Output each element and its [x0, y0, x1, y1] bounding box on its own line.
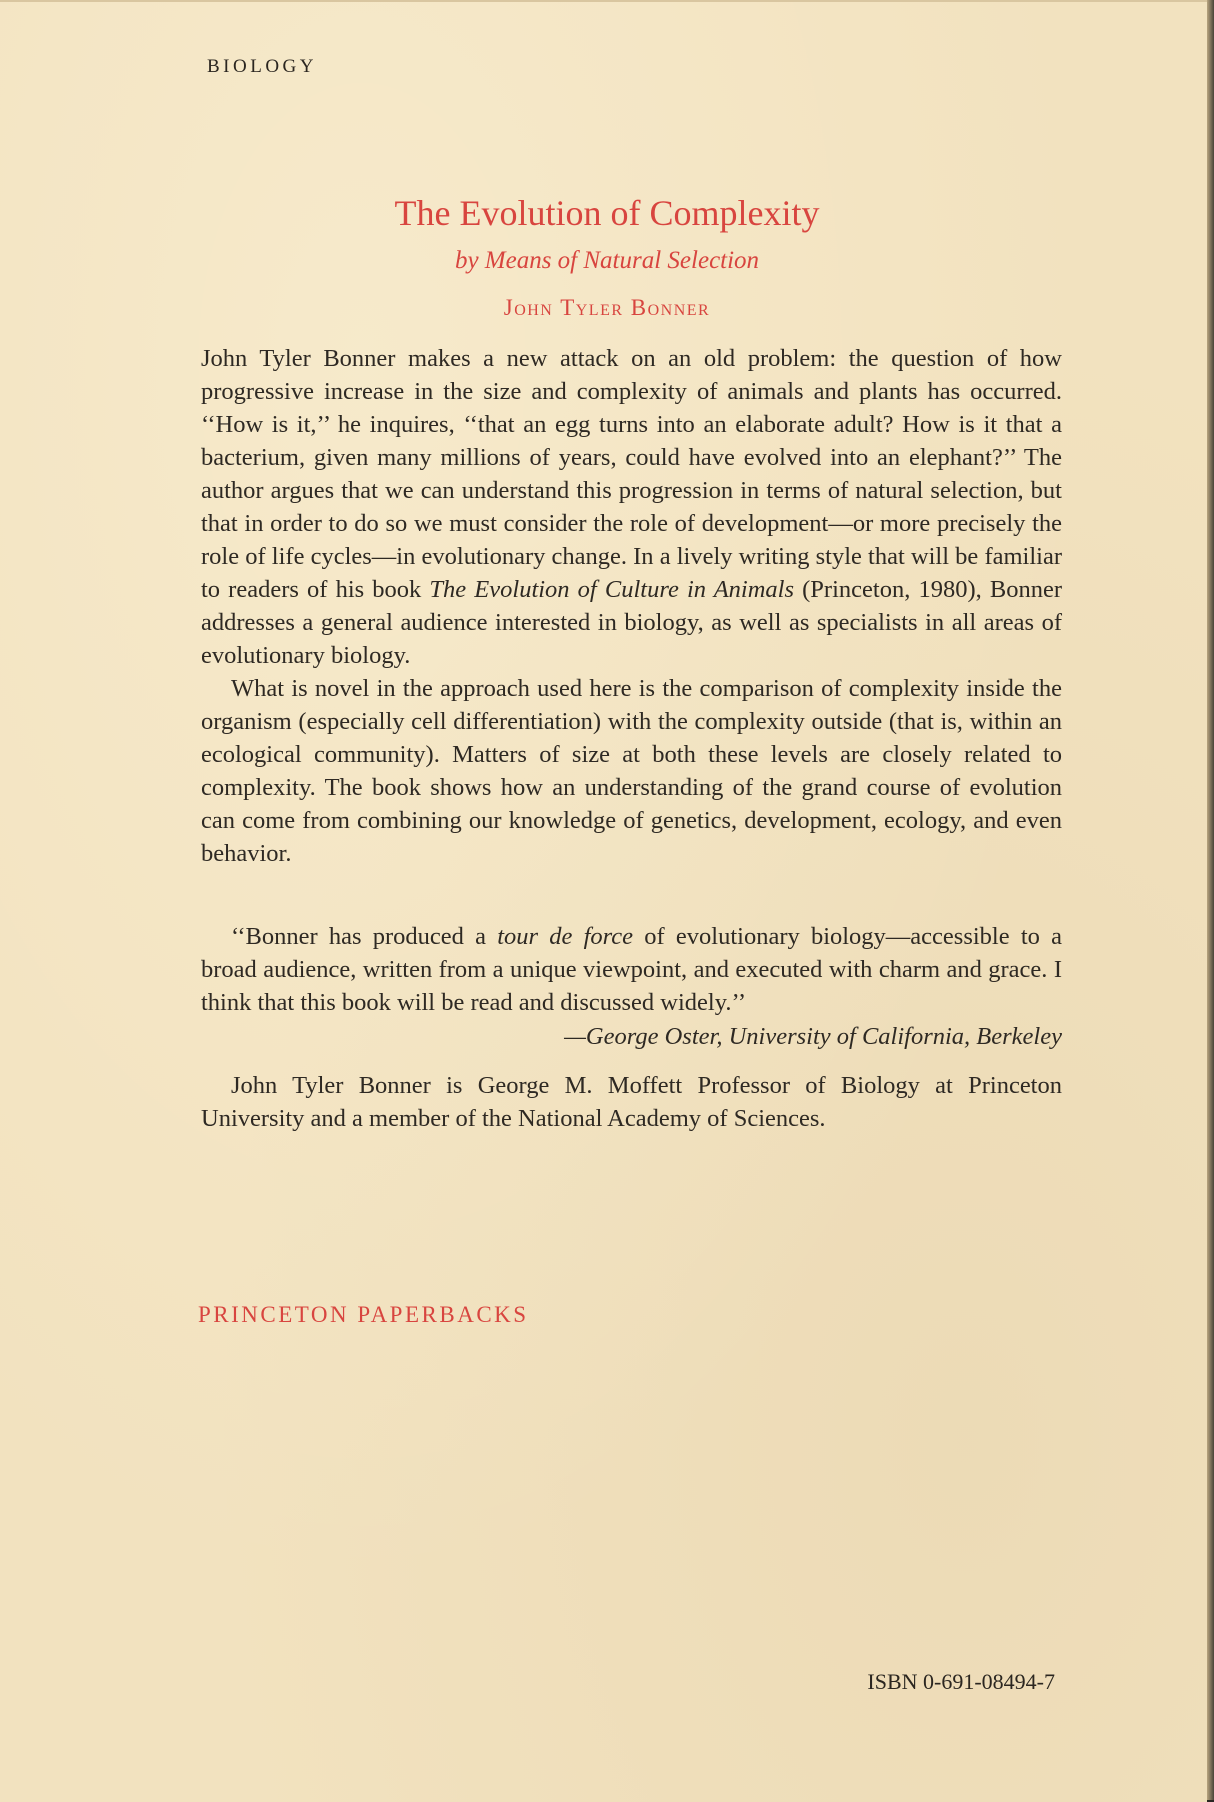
quote-paragraph [201, 920, 1062, 1019]
publisher-imprint: PRINCETON PAPERBACKS [198, 1302, 529, 1327]
description [201, 342, 1062, 870]
category-label: BIOLOGY [207, 56, 317, 77]
description-text-1: John Tyler Bonner makes a new attack on an old problem: the question of how progressive increase in the size and complexity of animals and plants has occurred. ‘‘How is it,’’ he inquires, ‘‘that an egg turns into an elaborate adult? How is it that a bacterium, given many millions of years, could have evolved into an elephant?’’ The author argues that we can understand this progression in terms of natural selection, but that in order to do so we must consider the role of development—or more precisely the role of life cycles—in evolutionary change. In a lively writing style that will be familiar to readers of his book [201, 345, 1062, 603]
book-subtitle: by Means of Natural Selection [454, 247, 760, 274]
book-author: John Tyler Bonner [503, 295, 711, 320]
book-title: The Evolution of Complexity [394, 193, 820, 233]
referenced-book-title: The Evolution of Culture in Animals [429, 576, 795, 603]
author-bio-text: John Tyler Bonner is George M. Moffett Professor of Biology at Princeton University and a member of the National Academy of Sciences. [201, 1072, 1062, 1132]
description-text-2: (Princeton, 1980), Bonner addresses a general audience interested in biology, as well as specialists in all areas of evolutionary biology. [201, 576, 1062, 669]
quote-attribution: —George Oster, University of California, Berkeley [564, 1023, 1062, 1050]
review-quote [201, 920, 1062, 1019]
quote-italic: tour de force [497, 923, 634, 950]
quote-text-1: ‘‘Bonner has produced a [231, 923, 498, 950]
isbn: ISBN 0-691-08494-7 [867, 1669, 1055, 1694]
author-bio [201, 1069, 1062, 1135]
description-paragraph-2: What is novel in the approach used here is the comparison of complexity inside the organism (especially cell differentiation) with the complexity outside (that is, within an ecological community). Matters of size at both these levels are closely related to complexity. The book shows how an understanding of the grand course of evolution can come from combining our knowledge of genetics, development, ecology, and even behavior. [201, 675, 1062, 867]
quote-text-2: of evolutionary biology—accessible to a broad audience, written from a unique viewpoint, and executed with charm and grace. I think that this book will be read and discussed widely.’’ [201, 923, 1062, 1016]
page-edge [1207, 0, 1214, 1800]
description-paragraph-1 [201, 342, 1062, 672]
